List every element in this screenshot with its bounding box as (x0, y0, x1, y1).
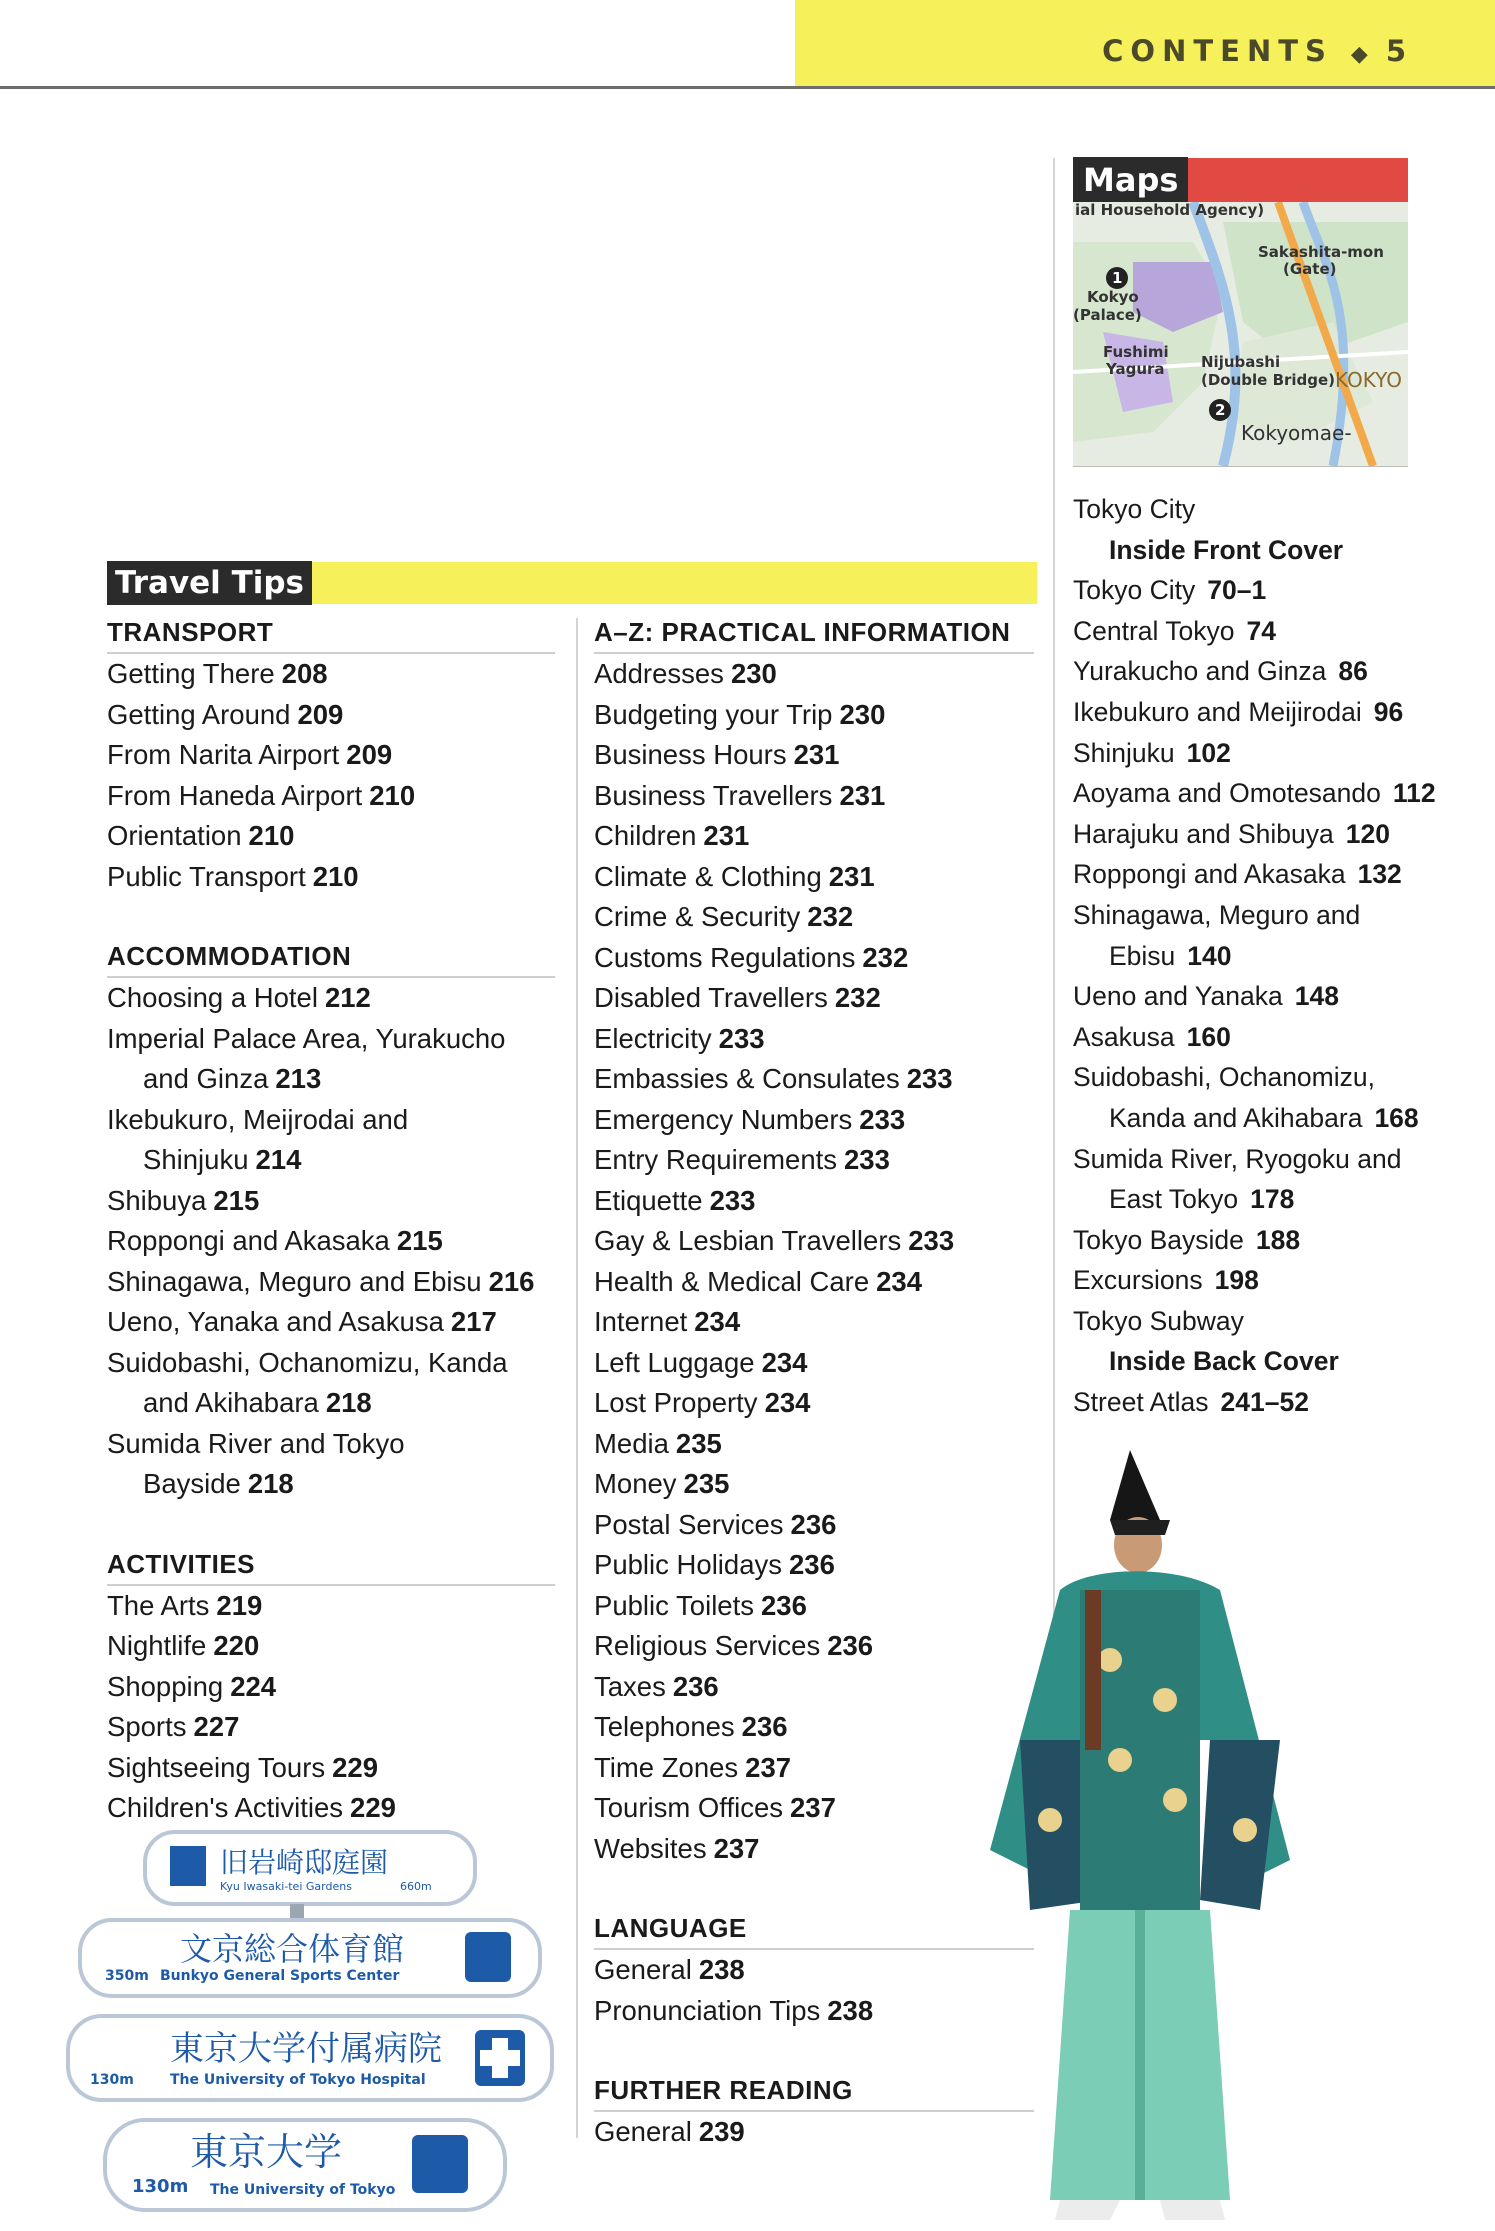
column-divider (576, 618, 578, 2138)
toc-entry-label: Lost Property (594, 1387, 758, 1418)
toc-entry-page: 235 (675, 1427, 722, 1459)
toc-entry-page: 236 (789, 1549, 835, 1580)
toc-entry-page: 236 (790, 1508, 837, 1540)
toc-entry-page: 209 (297, 698, 344, 730)
toc-entry (594, 897, 1034, 938)
toc-entry-label: Tokyo Bayside (1073, 1224, 1244, 1255)
toc-entry (594, 1302, 1034, 1343)
sign1-dist: 660m (400, 1880, 432, 1893)
toc-entry-label: Tokyo City (1073, 494, 1196, 524)
toc-entry-label: Websites (594, 1832, 707, 1864)
toc-entry-label: Public Transport (107, 860, 306, 892)
toc-entry-label: Business Travellers (594, 779, 833, 811)
toc-entry-label: Ueno and Yanaka (1073, 981, 1283, 1012)
toc-entry-label: Choosing a Hotel (107, 982, 318, 1013)
toc-entry-page: 232 (862, 941, 909, 973)
toc-entry-page: Inside Back Cover (1109, 1346, 1339, 1377)
section-heading-activities: ACTIVITIES (107, 1544, 555, 1586)
toc-entry (107, 1100, 555, 1181)
toc-entry-page: 241–52 (1220, 1387, 1309, 1418)
toc-entry (107, 857, 555, 898)
maps-title: Maps (1073, 157, 1188, 203)
toc-entry-page: 188 (1255, 1224, 1301, 1255)
toc-entry-page: 238 (698, 1954, 745, 1985)
sign1-en: Kyu Iwasaki-tei Gardens (220, 1880, 352, 1893)
sign2-jp: 文京総合体育館 (180, 1930, 405, 1968)
toc-entry-page: 233 (844, 1144, 890, 1175)
toc-entry-label: Entry Requirements (594, 1144, 838, 1175)
section-heading-language: LANGUAGE (594, 1908, 1034, 1950)
toc-entry-page: 230 (730, 658, 777, 689)
toc-entry-label: Suidobashi, Ochanomizu, Kanda and Akihabara (107, 1346, 508, 1418)
priest-photo (960, 1440, 1340, 2230)
toc-entry (107, 1262, 555, 1303)
toc-entry-page: 237 (713, 1832, 760, 1864)
toc-entry-label: Aoyama and Omotesando (1073, 778, 1381, 809)
toc-entry (594, 938, 1034, 979)
accommodation-list (107, 978, 555, 1505)
toc-entry (1073, 1220, 1433, 1261)
toc-entry-page: 231 (703, 820, 750, 851)
toc-entry-label: Shibuya (107, 1184, 207, 1216)
toc-entry-label: General (594, 1954, 692, 1985)
toc-entry (594, 1059, 1034, 1100)
sign3-jp: 東京大学付属病院 (170, 2029, 442, 2069)
sign2-en: Bunkyo General Sports Center (160, 1968, 400, 1984)
toc-entry-label: Health & Medical Care (594, 1265, 870, 1297)
toc-entry-page: 230 (839, 698, 886, 730)
toc-entry-label: Shinjuku (1073, 737, 1175, 768)
toc-entry-page: 227 (193, 1711, 240, 1742)
toc-entry-label: Roppongi and Akasaka (1073, 859, 1346, 890)
toc-entry-label: Sumida River and Tokyo Bayside (107, 1427, 405, 1499)
toc-entry-page: 218 (247, 1468, 294, 1499)
toc-entry-label: Customs Regulations (594, 941, 856, 973)
maps-column (1073, 489, 1436, 1423)
map-label-yagura: Yagura (1106, 360, 1165, 378)
toc-entry-page: 148 (1294, 981, 1339, 1012)
toc-entry-page: 215 (213, 1184, 260, 1216)
toc-entry-page: 220 (213, 1630, 260, 1661)
toc-entry-label: Nightlife (107, 1630, 207, 1661)
toc-entry (107, 735, 555, 776)
toc-entry-label: Pronunciation Tips (594, 1994, 821, 2026)
running-header (1102, 34, 1413, 68)
toc-entry (107, 1626, 555, 1667)
toc-entry (1073, 1098, 1433, 1139)
toc-entry-label: Telephones (594, 1711, 735, 1742)
map-thumbnail (1073, 202, 1408, 467)
toc-entry-page: 86 (1338, 656, 1368, 687)
toc-entry (1073, 854, 1433, 895)
toc-entry-page: 132 (1357, 859, 1402, 890)
toc-entry-label: Tokyo City (1073, 575, 1196, 606)
transport-list (107, 654, 555, 897)
toc-entry-label: Ikebukuro, Meijrodai and Shinjuku (107, 1103, 409, 1175)
toc-entry-label: General (594, 2116, 692, 2147)
toc-entry-page: 229 (350, 1792, 396, 1823)
toc-entry-label: Ikebukuro and Meijirodai (1073, 696, 1362, 727)
toc-entry (594, 1181, 1034, 1222)
toc-entry (107, 1707, 555, 1748)
toc-entry-page: 112 (1392, 778, 1436, 809)
toc-entry-page: 229 (332, 1751, 378, 1783)
toc-entry (107, 1748, 555, 1789)
toc-entry-page: 140 (1187, 940, 1232, 971)
toc-entry-page: 231 (828, 860, 875, 892)
toc-entry-page: 208 (281, 658, 328, 689)
toc-entry (594, 1140, 1034, 1181)
toc-entry-label: Children's Activities (107, 1792, 344, 1823)
toc-entry-page: 210 (312, 860, 359, 892)
toc-entry-page: 160 (1186, 1021, 1231, 1052)
toc-entry-label: Climate & Clothing (594, 860, 822, 892)
travel-tips-column-1 (107, 612, 555, 1829)
toc-entry-page: 214 (255, 1144, 302, 1175)
toc-entry (1073, 489, 1433, 530)
toc-entry-page: 102 (1186, 737, 1231, 768)
map-label-agency: ial Household Agency) (1075, 202, 1265, 219)
toc-entry-label: Sports (107, 1711, 187, 1742)
toc-entry-label: Taxes (594, 1670, 666, 1702)
toc-entry (1073, 1139, 1433, 1180)
toc-entry-label: Tourism Offices (594, 1792, 783, 1823)
toc-entry-page: 74 (1246, 615, 1277, 646)
toc-entry-page: 178 (1250, 1184, 1295, 1215)
map-label-double-bridge: (Double Bridge) (1201, 371, 1336, 389)
toc-entry-label: Disabled Travellers (594, 982, 828, 1013)
section-heading-accommodation: ACCOMMODATION (107, 936, 555, 978)
toc-entry-label: Public Holidays (594, 1549, 783, 1580)
toc-entry-label: East Tokyo (1109, 1184, 1239, 1215)
map-label-fushimi: Fushimi (1103, 343, 1169, 361)
section-heading-further-reading: FURTHER READING (594, 2070, 1034, 2112)
toc-entry-label: Addresses (594, 658, 724, 689)
toc-entry (1073, 936, 1433, 977)
toc-entry-label: Electricity (594, 1022, 712, 1054)
toc-entry-label: Gay & Lesbian Travellers (594, 1225, 902, 1256)
toc-entry-page: 218 (325, 1387, 372, 1418)
toc-entry-label: Getting Around (107, 698, 291, 730)
toc-entry-label: Asakusa (1073, 1021, 1175, 1052)
toc-entry-page: 210 (248, 820, 295, 851)
toc-entry-label: Getting There (107, 658, 275, 689)
toc-entry-label: Business Hours (594, 739, 787, 770)
map-label-kokyo: Kokyo (1087, 288, 1139, 306)
toc-entry-page: 234 (876, 1265, 923, 1297)
toc-entry (594, 1019, 1034, 1060)
toc-entry-page: 237 (789, 1792, 836, 1823)
toc-entry (107, 654, 555, 695)
toc-entry-page: 168 (1374, 1102, 1419, 1133)
toc-entry-label: Street Atlas (1073, 1387, 1209, 1418)
toc-entry (594, 1383, 1034, 1424)
toc-entry-label: The Arts (107, 1589, 210, 1621)
toc-entry-label: Children (594, 820, 697, 851)
toc-entry-page: 235 (683, 1468, 730, 1499)
toc-entry-label: Suidobashi, Ochanomizu, (1073, 1062, 1375, 1093)
toc-entry-page: 217 (450, 1306, 497, 1337)
toc-entry-page: 234 (694, 1306, 741, 1337)
toc-entry-label: Sightseeing Tours (107, 1751, 326, 1783)
toc-entry (1073, 895, 1433, 936)
toc-entry (594, 1100, 1034, 1141)
travel-tips-title: Travel Tips (107, 561, 312, 605)
toc-entry (1073, 570, 1433, 611)
toc-entry-label: Crime & Security (594, 901, 801, 932)
toc-entry-page: 237 (745, 1751, 792, 1783)
toc-entry (1073, 733, 1433, 774)
toc-entry-page: 234 (764, 1387, 811, 1418)
toc-entry-label: From Haneda Airport (107, 779, 363, 811)
toc-entry (1073, 773, 1436, 814)
toc-entry-label: Media (594, 1427, 669, 1459)
toc-entry-page: 219 (216, 1589, 263, 1621)
toc-entry (594, 816, 1034, 857)
toc-entry (107, 1181, 555, 1222)
toc-entry-page: 232 (834, 982, 881, 1013)
toc-entry-page: 224 (230, 1670, 277, 1702)
toc-entry-label: From Narita Airport (107, 739, 340, 770)
toc-entry (594, 776, 1034, 817)
toc-entry-label: Budgeting your Trip (594, 698, 833, 730)
map-label-nijubashi: Nijubashi (1201, 353, 1281, 371)
toc-entry-label: Sumida River, Ryogoku and (1073, 1143, 1402, 1174)
toc-entry (107, 816, 555, 857)
toc-entry-label: Shinagawa, Meguro and Ebisu (107, 1265, 482, 1297)
page-number: 5 (1385, 34, 1413, 68)
toc-entry-page: 236 (741, 1711, 788, 1742)
toc-entry-label: Harajuku and Shibuya (1073, 818, 1334, 849)
toc-entry (107, 978, 555, 1019)
sign1-jp: 旧岩崎邸庭園 (220, 1846, 389, 1879)
toc-entry (107, 695, 555, 736)
toc-entry-label: Yurakucho and Ginza (1073, 656, 1327, 687)
toc-entry (107, 776, 555, 817)
diamond-icon: ◆ (1350, 42, 1368, 67)
toc-entry-label: Orientation (107, 820, 242, 851)
toc-entry-page: 215 (396, 1225, 443, 1256)
map-image (1073, 202, 1408, 466)
toc-entry-label: Left Luggage (594, 1346, 755, 1378)
toc-entry-page: 232 (807, 901, 854, 932)
toc-entry-label: Kanda and Akihabara (1109, 1102, 1363, 1133)
toc-entry-page: 236 (761, 1589, 807, 1621)
toc-entry-label: Postal Services (594, 1508, 784, 1540)
toc-entry-page: Inside Front Cover (1109, 534, 1344, 565)
activities-list (107, 1586, 555, 1829)
toc-entry-label: Etiquette (594, 1184, 703, 1216)
toc-entry-page: 210 (369, 779, 416, 811)
toc-entry-page: 233 (859, 1103, 906, 1135)
toc-entry (107, 1667, 555, 1708)
toc-entry (594, 857, 1034, 898)
toc-entry-label: Ueno, Yanaka and Asakusa (107, 1306, 444, 1337)
sign2-dist: 350m (105, 1968, 149, 1984)
toc-entry-page: 231 (793, 739, 840, 770)
sign4-en: The University of Tokyo (210, 2182, 396, 2198)
header-title: CONTENTS (1102, 34, 1333, 68)
toc-entry (107, 1343, 555, 1424)
toc-entry (1073, 976, 1433, 1017)
toc-entry-label: Tokyo Subway (1073, 1305, 1244, 1336)
map-marker-1: 1 (1112, 269, 1123, 287)
toc-entry-page: 236 (827, 1630, 874, 1661)
toc-entry-label: Ebisu (1109, 940, 1176, 971)
toc-entry-page: 70–1 (1207, 575, 1267, 606)
toc-entry (594, 1262, 1034, 1303)
toc-entry-page: 236 (672, 1670, 719, 1702)
toc-entry-label: Roppongi and Akasaka (107, 1225, 390, 1256)
toc-entry-label: Imperial Palace Area, Yurakucho and Ginza (107, 1022, 506, 1094)
toc-entry (1073, 692, 1433, 733)
sign4-dist: 130m (132, 2176, 189, 2197)
toc-entry (107, 1019, 555, 1100)
toc-entry-label: Money (594, 1468, 677, 1499)
toc-entry-label: Central Tokyo (1073, 615, 1235, 646)
toc-entry (107, 1424, 555, 1505)
toc-entry (594, 1343, 1034, 1384)
toc-entry (1073, 651, 1433, 692)
toc-entry-page: 96 (1373, 696, 1404, 727)
toc-entry-page: 233 (908, 1225, 955, 1256)
toc-entry (594, 1221, 1034, 1262)
toc-entry (594, 654, 1034, 695)
toc-entry (1073, 1382, 1433, 1423)
toc-entry (1073, 611, 1433, 652)
toc-entry (107, 1221, 555, 1262)
toc-entry-label: Public Toilets (594, 1589, 754, 1621)
toc-entry-page: 216 (488, 1265, 535, 1297)
toc-entry (1073, 814, 1433, 855)
toc-entry-page: 213 (275, 1063, 322, 1094)
map-label-gate: (Gate) (1283, 260, 1337, 278)
toc-entry-page: 239 (698, 2116, 745, 2147)
toc-entry-page: 238 (827, 1994, 874, 2026)
toc-entry (1073, 1179, 1433, 1220)
toc-entry-page: 198 (1214, 1265, 1259, 1296)
toc-entry-page: 120 (1345, 818, 1390, 849)
toc-entry-page: 234 (761, 1346, 808, 1378)
toc-entry (1073, 1017, 1433, 1058)
toc-entry (1073, 530, 1433, 571)
sign3-en: The University of Tokyo Hospital (170, 2072, 426, 2088)
toc-entry-label: Emergency Numbers (594, 1103, 853, 1135)
toc-entry-page: 233 (718, 1022, 765, 1054)
toc-entry-label: Religious Services (594, 1630, 821, 1661)
toc-entry-page: 209 (346, 739, 393, 770)
toc-entry (1073, 1260, 1433, 1301)
toc-entry (1073, 1301, 1433, 1342)
toc-entry-label: Shopping (107, 1670, 224, 1702)
section-heading-az: A–Z: PRACTICAL INFORMATION (594, 612, 1034, 654)
toc-entry (594, 695, 1034, 736)
map-label-kokyo-caps: KOKYO (1335, 368, 1403, 392)
map-marker-2: 2 (1215, 401, 1226, 419)
maps-list (1073, 489, 1436, 1423)
toc-entry-label: Shinagawa, Meguro and (1073, 899, 1361, 930)
toc-entry-page: 233 (906, 1063, 953, 1094)
sign3-dist: 130m (90, 2072, 134, 2088)
toc-entry (107, 1586, 555, 1627)
toc-entry-page: 212 (324, 982, 371, 1013)
toc-entry-page: 233 (709, 1184, 756, 1216)
toc-entry (594, 978, 1034, 1019)
toc-entry (107, 1302, 555, 1343)
toc-entry-label: Embassies & Consulates (594, 1063, 900, 1094)
toc-entry (1073, 1341, 1433, 1382)
toc-entry-page: 231 (839, 779, 886, 811)
toc-entry (594, 735, 1034, 776)
toc-entry (1073, 1057, 1433, 1098)
sign4-jp: 東京大学 (190, 2130, 343, 2174)
toc-entry-label: Excursions (1073, 1265, 1203, 1296)
street-signs (60, 1820, 560, 2231)
map-label-kokyomae: Kokyomae- (1241, 421, 1352, 445)
section-heading-transport: TRANSPORT (107, 612, 555, 654)
map-label-palace: (Palace) (1073, 306, 1142, 324)
toc-entry-label: Internet (594, 1306, 688, 1337)
toc-entry-label: Time Zones (594, 1751, 739, 1783)
map-label-sakashita: Sakashita-mon (1258, 243, 1384, 261)
